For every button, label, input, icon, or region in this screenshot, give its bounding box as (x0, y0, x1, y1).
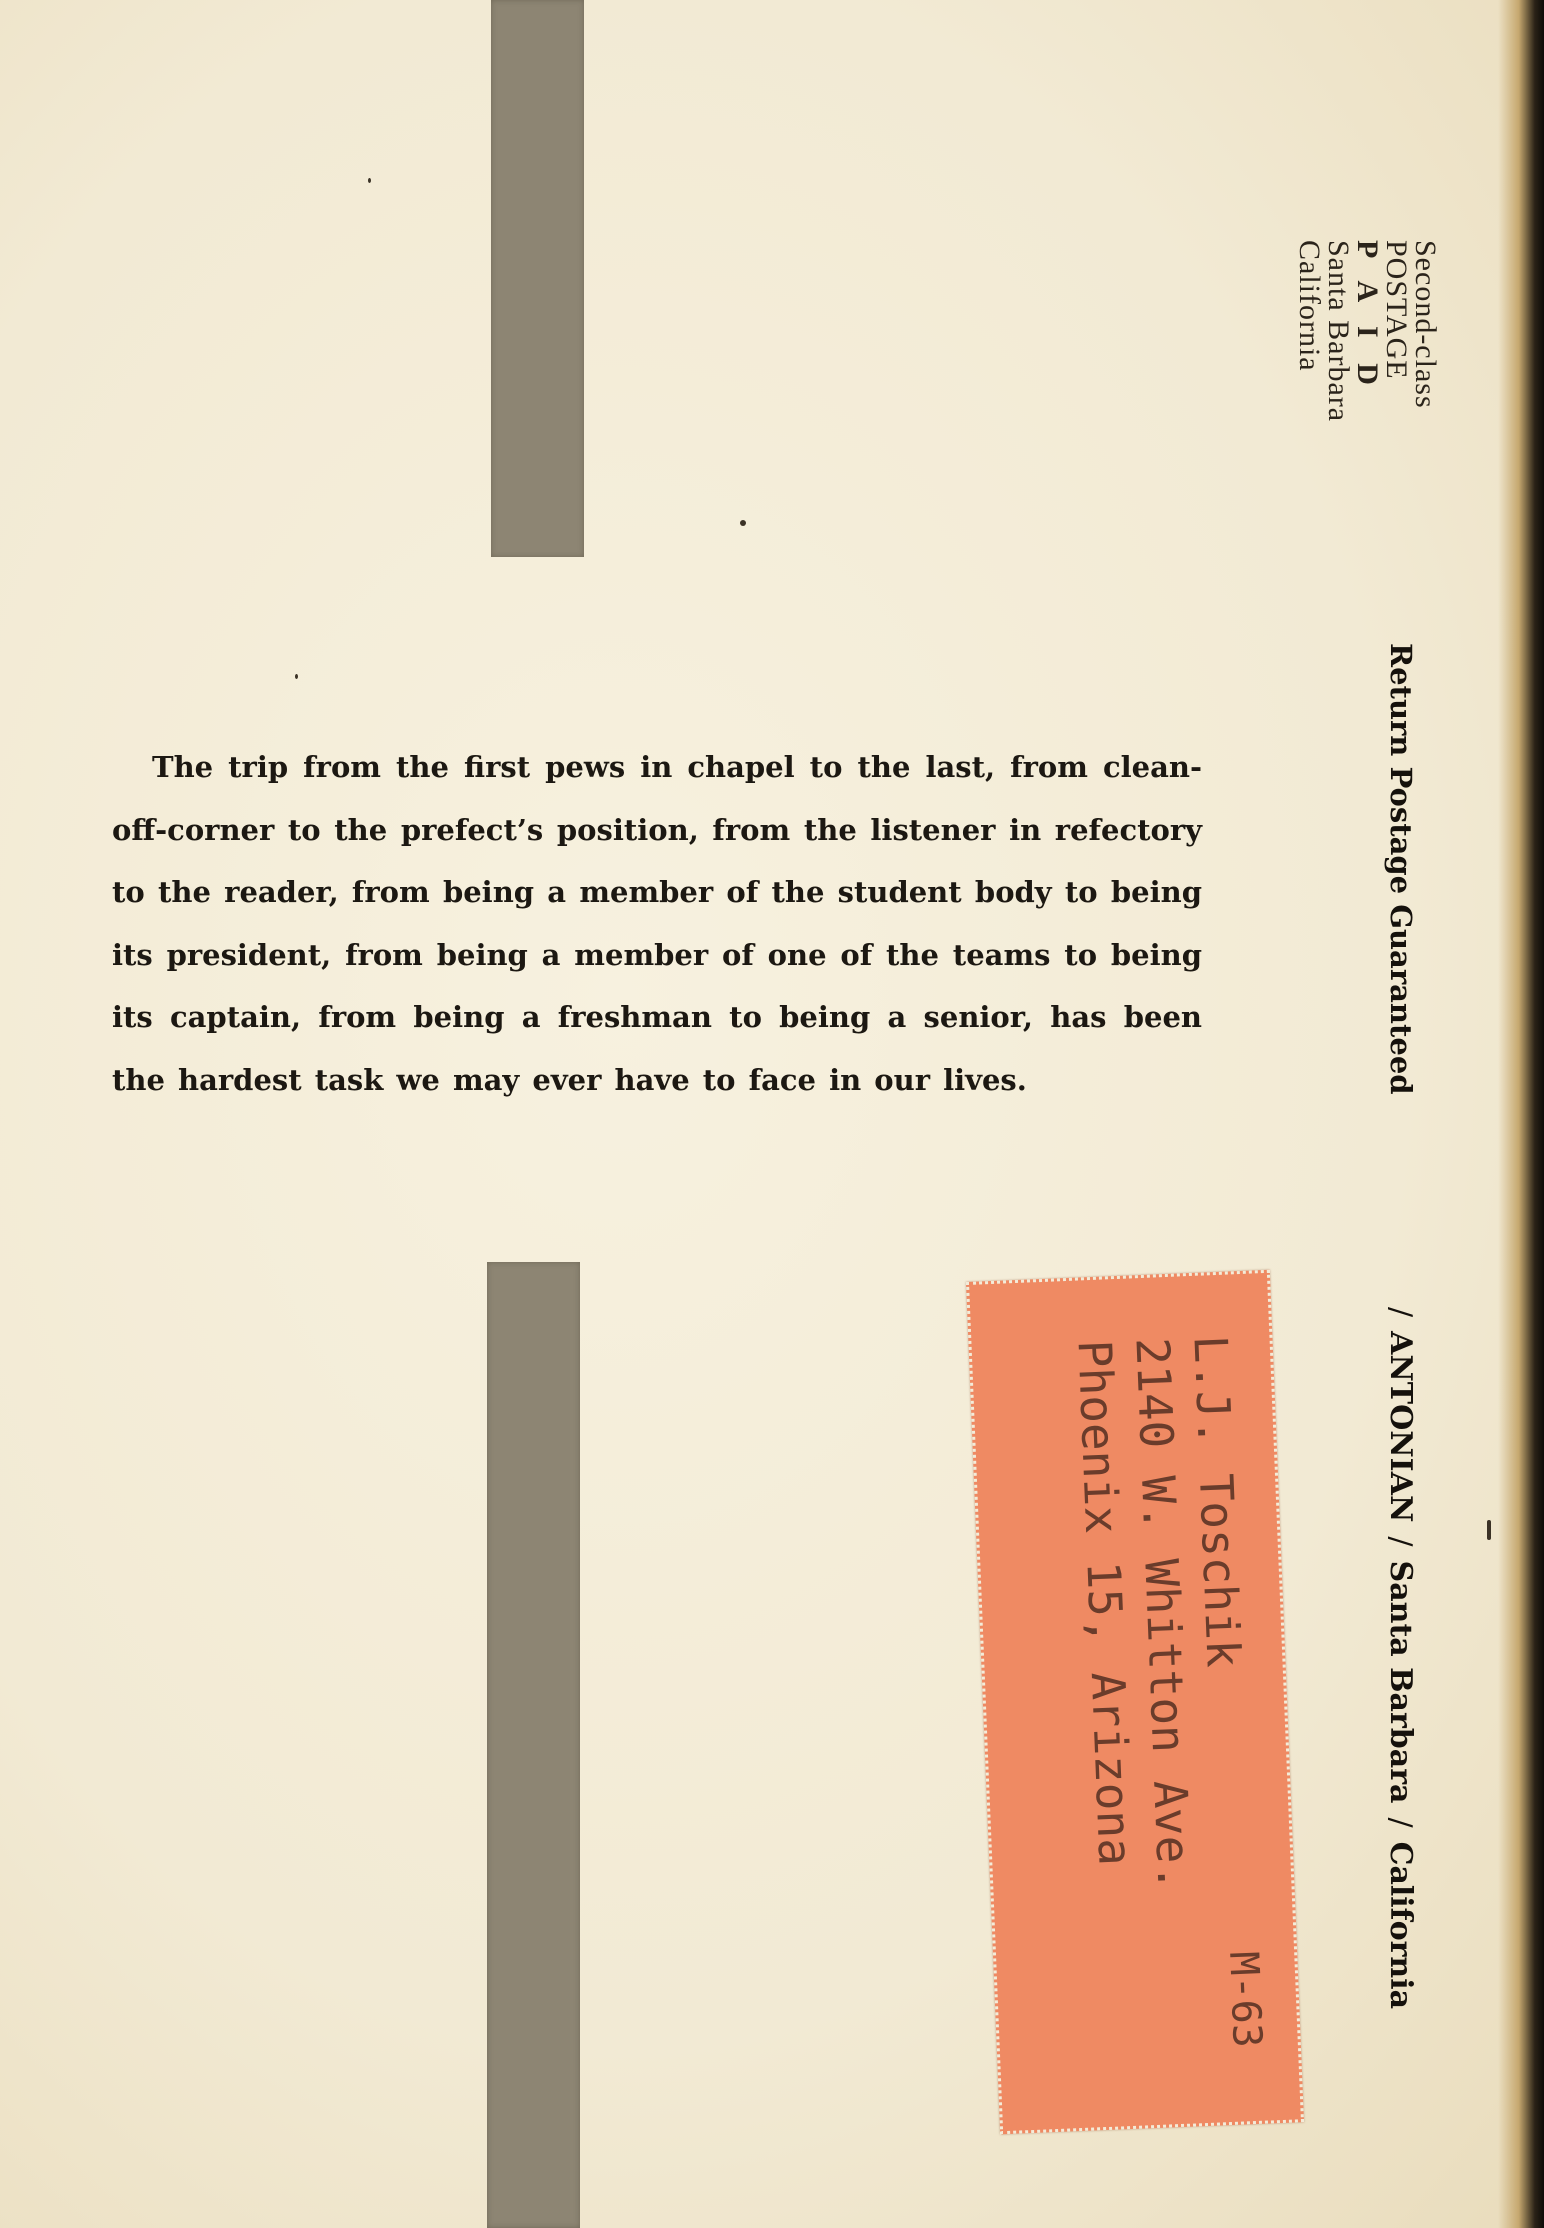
gray-bar-top (491, 0, 584, 557)
address-city: Phoenix 15, Arizona (1067, 1338, 1143, 1867)
publication-line (1383, 1293, 1418, 2009)
publication-name: ANTONIAN (1383, 1331, 1418, 1523)
paper-speck (1487, 1520, 1491, 1540)
postage-paid: P A I D (1351, 240, 1384, 394)
postage-state: California (1293, 240, 1326, 372)
postage-class: Second-class (1409, 240, 1442, 409)
gray-bar-bottom (487, 1262, 580, 2228)
spine-shadow (1498, 0, 1544, 2228)
paper-speck (740, 520, 746, 526)
label-code: M-63 (1220, 1950, 1270, 2049)
publication-state: California (1383, 1841, 1418, 2010)
postage-city: Santa Barbara (1322, 240, 1355, 423)
paper-speck (368, 178, 371, 183)
postage-indicia (1295, 240, 1440, 422)
address-text (1065, 1334, 1261, 1894)
paper-speck (295, 674, 298, 679)
separator: / (1383, 1536, 1418, 1547)
body-paragraph (112, 736, 1202, 1111)
publication-city: Santa Barbara (1383, 1560, 1418, 1804)
return-postage-notice: Return Postage Guaranteed (1384, 643, 1418, 1095)
address-street: 2140 W. Whitton Ave. (1125, 1336, 1202, 1893)
separator: / (1383, 1817, 1418, 1828)
separator: / (1383, 1307, 1418, 1318)
paragraph-text: The trip from the first pews in chapel to the last, from clean-off-corner to the prefect’s position, from the listener in refectory to the reader, from being a member of the student body to being its president, from being a member of one of the teams to being its captain, from being a freshman to being a senior, has been the hardest task we may ever have to face in our lives. (112, 750, 1202, 1097)
address-label (966, 1270, 1304, 2135)
address-name: L.J. Toschik (1183, 1334, 1251, 1669)
postage-word: POSTAGE (1380, 240, 1413, 380)
